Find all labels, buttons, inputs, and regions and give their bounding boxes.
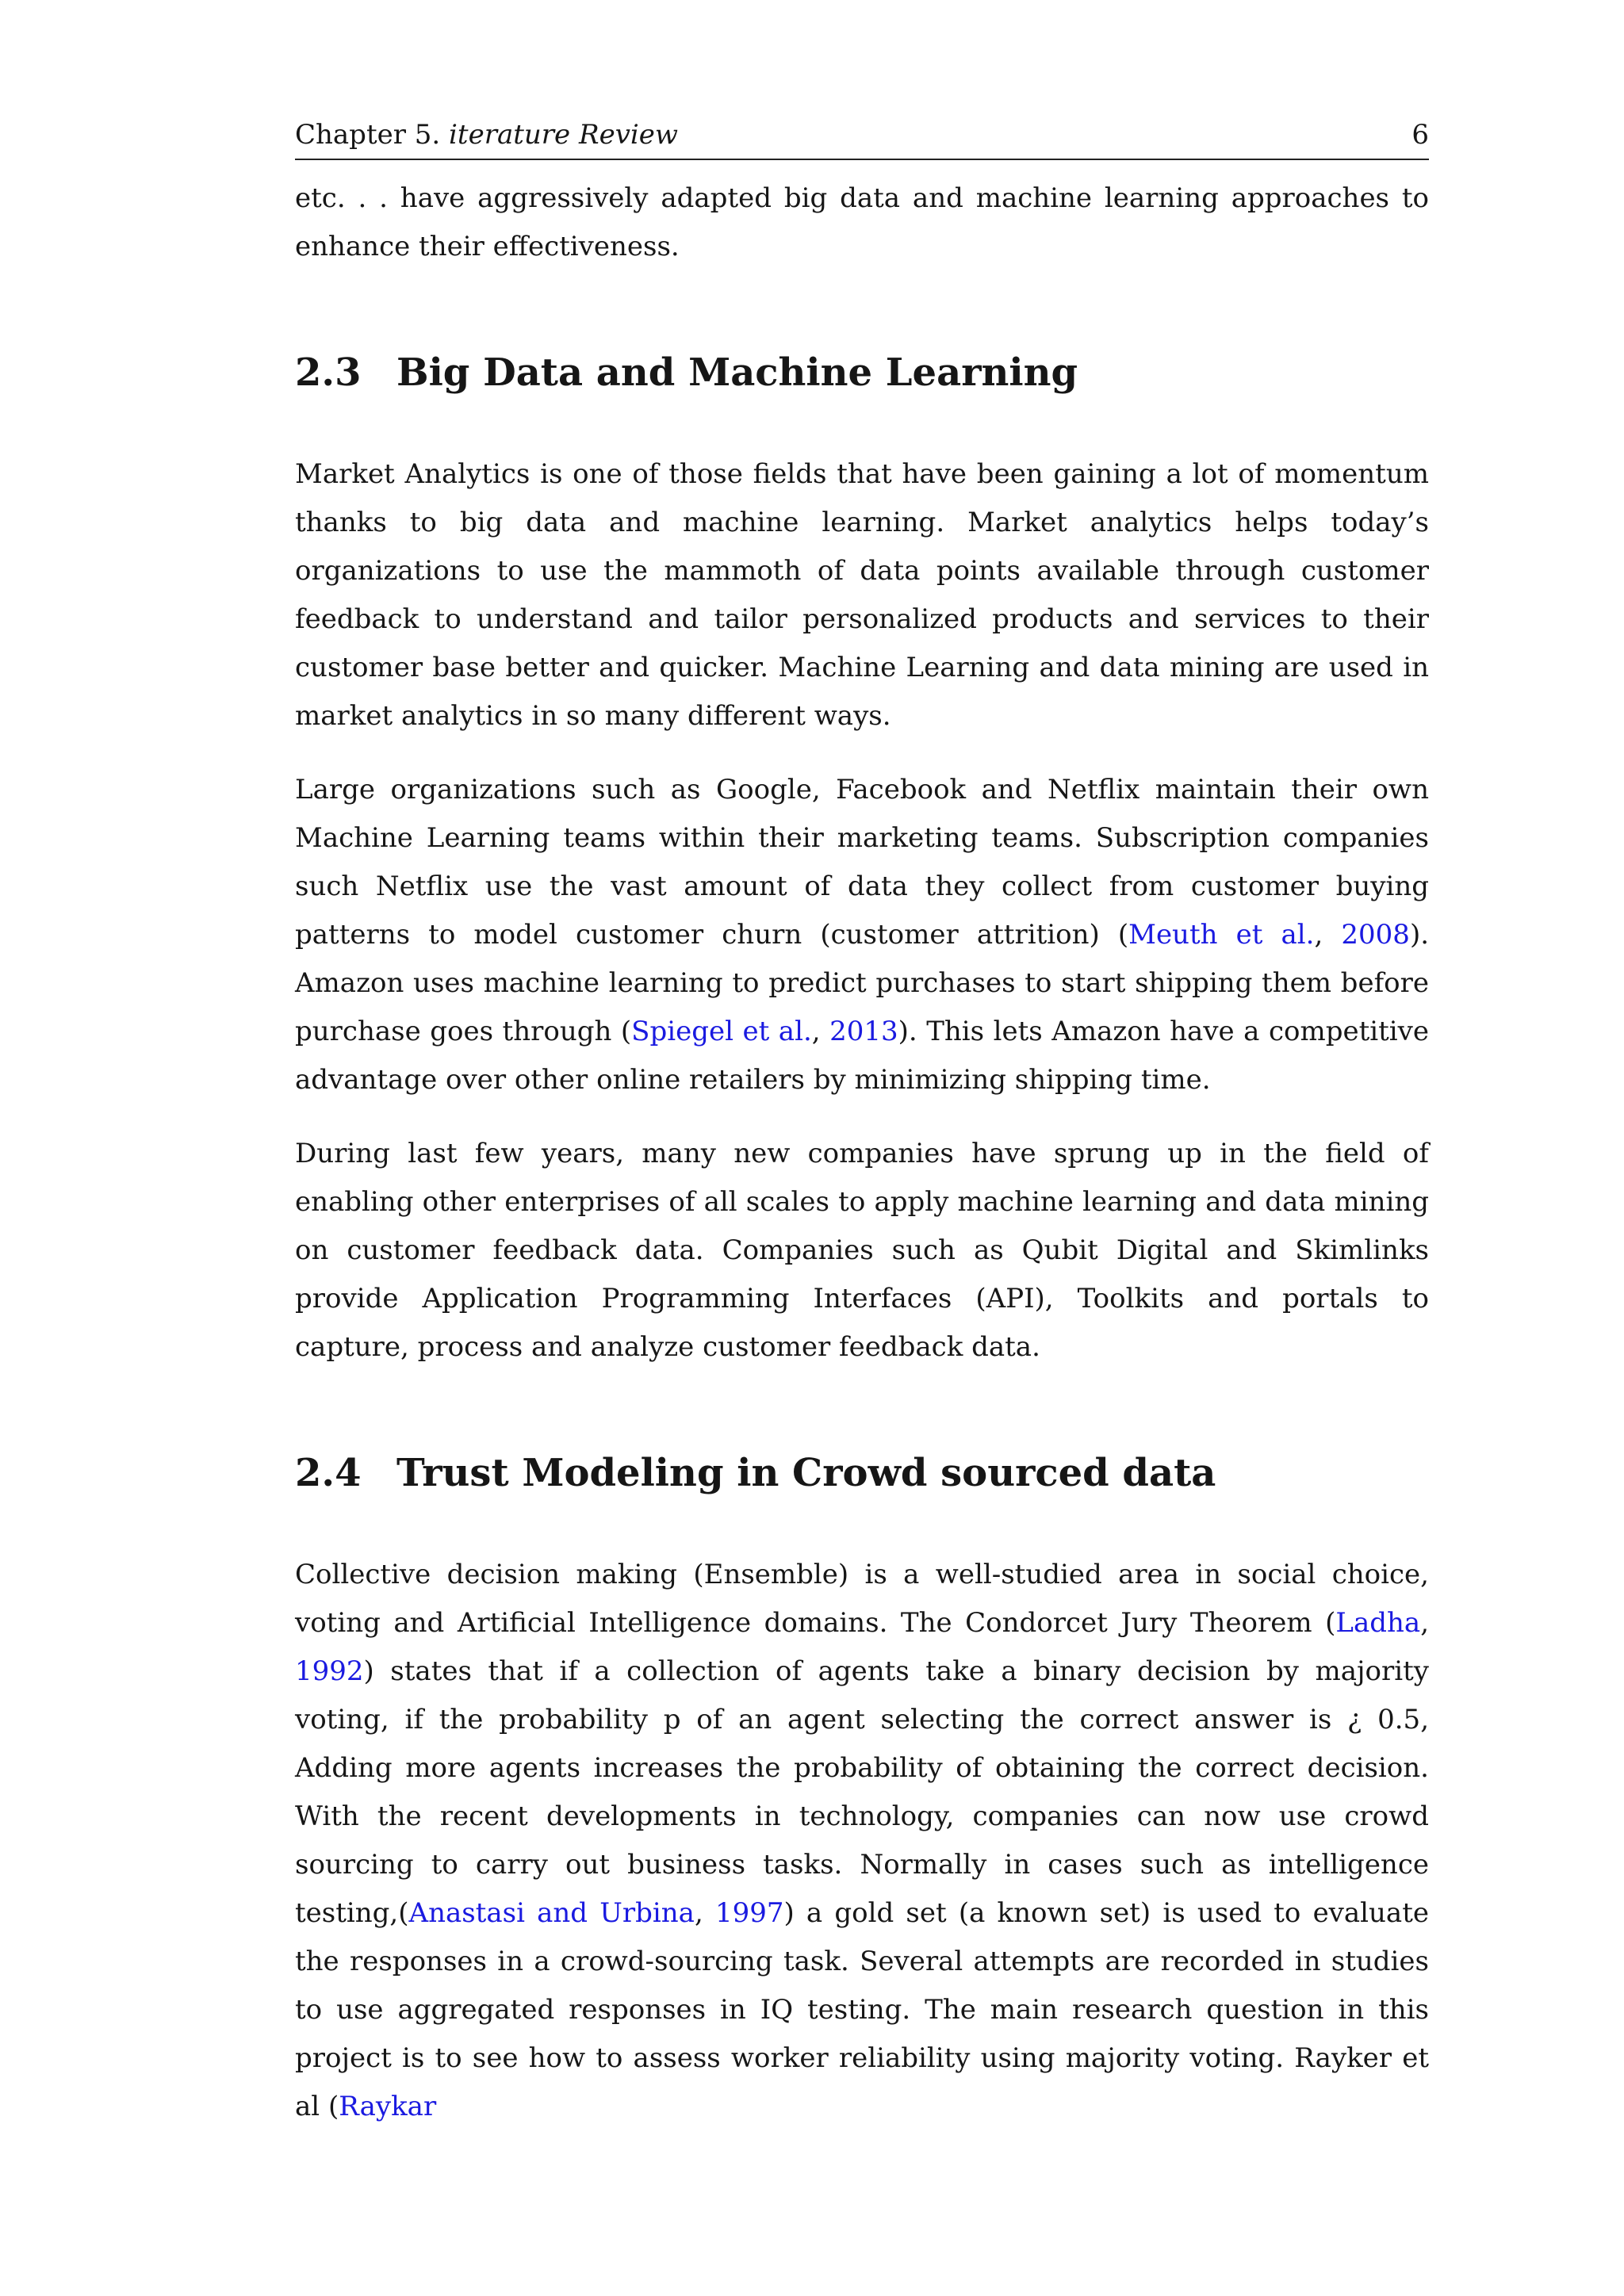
section-title: Big Data and Machine Learning: [396, 350, 1078, 395]
citation-year-link[interactable]: [1341, 919, 1410, 951]
citation-year-link[interactable]: [715, 1897, 784, 1929]
paragraph-text: Large organizations such as Google, Facebook and Netflix maintain their own Machine Learning teams within their marketing teams. Subscription companies such Netflix use the vast amount of data they collect from customer buying patterns to model customer churn (customer attrition) (: [295, 774, 1429, 951]
citation-year: 2008: [1341, 919, 1410, 951]
page-number: 6: [1411, 119, 1429, 151]
citation-author: Anastasi and Urbina: [408, 1897, 695, 1929]
paragraph-text: ). This lets Amazon have a competitive advantage over other online retailers by minimizing shipping time.: [295, 1016, 1429, 1096]
citation-separator: ,: [1314, 919, 1342, 951]
citation-link[interactable]: [409, 1897, 695, 1929]
paragraph-text: Collective decision making (Ensemble) is a well-studied area in social choice, voting and Artificial Intelligence domains. The Condorcet Jury Theorem (: [295, 1559, 1429, 1639]
citation-author: Spiegel et al.: [631, 1016, 812, 1047]
paragraph-new-companies: During last few years, many new companies have sprung up in the field of enabling other enterprises of all scales to apply machine learning and data mining on customer feedback data. Companies such as Qubit Digital and Skimlinks provide Application Programming Interfaces (API), Toolkits and portals to capture, process and analyze customer feedback data.: [295, 1138, 1429, 1363]
section-title: Trust Modeling in Crowd sourced data: [396, 1451, 1216, 1495]
citation-author: Meuth et al.: [1128, 919, 1315, 951]
citation-link[interactable]: [1128, 919, 1314, 951]
citation-year: 1997: [714, 1897, 784, 1929]
paragraph-collective-decision: [295, 1551, 1429, 2131]
citation-link[interactable]: [631, 1016, 812, 1047]
chapter-heading: [295, 119, 678, 151]
citation-link[interactable]: [339, 2091, 436, 2122]
citation-author: Ladha: [1335, 1607, 1421, 1639]
citation-separator: ,: [1420, 1607, 1429, 1639]
citation-year: 2013: [829, 1016, 898, 1047]
section-number: 2.3: [295, 350, 362, 395]
paragraph-text: ) a gold set (a known set) is used to evaluate the responses in a crowd-sourcing task. Several attempts are recorded in studies to use aggregated responses in IQ testing. The main research question in this project is to see how to assess worker reliability using majority voting. Rayker et al (: [295, 1897, 1429, 2122]
document-page: [295, 119, 1429, 2131]
section-heading-2-4: [295, 1451, 1429, 1495]
citation-separator: ,: [694, 1897, 715, 1929]
citation-year-link[interactable]: [829, 1016, 898, 1047]
chapter-title: iterature Review: [449, 119, 678, 151]
section-number: 2.4: [295, 1451, 362, 1495]
citation-author: Raykar: [339, 2091, 437, 2122]
paragraph-market-analytics: Market Analytics is one of those fields that have been gaining a lot of momentum thanks to big data and machine learning. Market analytics helps today’s organizations to use the mammoth of data points available through customer feedback to understand and tailor personalized products and services to their customer base better and quicker. Machine Learning and data mining are used in market analytics in so many different ways.: [295, 458, 1429, 732]
running-header: [295, 119, 1429, 160]
paragraph-large-organizations: [295, 766, 1429, 1104]
paragraph-text: ). Amazon uses machine learning to predict purchases to start shipping them before purchase goes through (: [295, 919, 1430, 1047]
citation-year: 1992: [295, 1655, 364, 1687]
citation-link[interactable]: [1335, 1607, 1420, 1639]
intro-paragraph: etc. . . have aggressively adapted big data and machine learning approaches to enhance their effectiveness.: [295, 182, 1429, 262]
section-heading-2-3: [295, 350, 1429, 395]
citation-separator: ,: [811, 1016, 830, 1047]
paragraph-text: ) states that if a collection of agents take a binary decision by majority voting, if the probability p of an agent selecting the correct answer is ¿ 0.5, Adding more agents increases the probability of obtaining the correct decision. With the recent developments in technology, companies can now use crowd sourcing to carry out business tasks. Normally in cases such as intelligence testing,(: [295, 1655, 1429, 1929]
citation-year-link[interactable]: [295, 1655, 364, 1687]
chapter-label: Chapter 5.: [295, 119, 441, 151]
